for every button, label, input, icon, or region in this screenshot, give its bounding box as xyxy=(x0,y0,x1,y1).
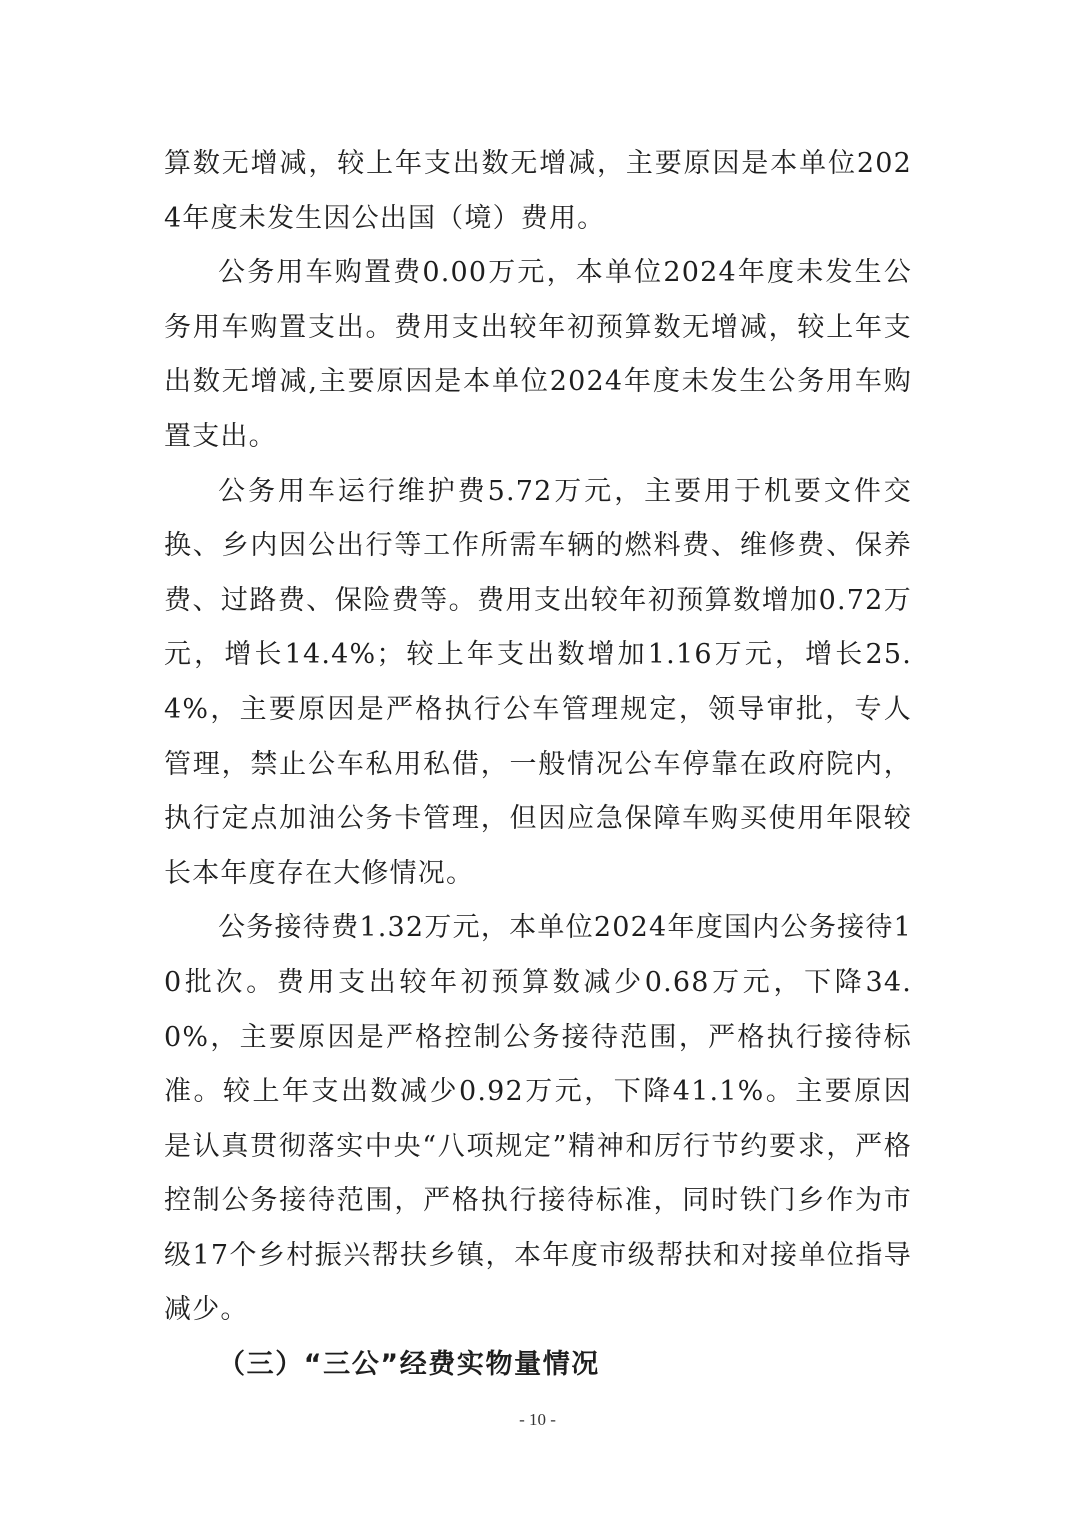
paragraph-vehicle-maintenance: 公务用车运行维护费5.72万元，主要用于机要文件交换、乡内因公出行等工作所需车辆的燃料费、维修费、保养费、过路费、保险费等。费用支出较年初预算数增加0.72万元，增长14.4%；较上年支出数增加1.16万元，增长25.4%，主要原因是严格执行公车管理规定，领导审批，专人管理，禁止公车私用私借，一般情况公车停靠在政府院内，执行定点加油公务卡管理，但因应急保障车购买使用年限较长本年度存在大修情况。 xyxy=(164,475,912,889)
paragraph-official-reception: 公务接待费1.32万元，本单位2024年度国内公务接待10批次。费用支出较年初预算数减少0.68万元，下降34.0%，主要原因是严格控制公务接待范围，严格执行接待标准。较上年支出数减少0.92万元，下降41.1%。主要原因是认真贯彻落实中央“八项规定”精神和厉行节约要求，严格控制公务接待范围，严格执行接待标准，同时铁门乡作为市级17个乡村振兴帮扶乡镇，本年度市级帮扶和对接单位指导减少。 xyxy=(164,912,912,1326)
page-number: - 10 - xyxy=(519,1410,556,1429)
paragraph-continuation: 算数无增减，较上年支出数无增减，主要原因是本单位2024年度未发生因公出国（境）费用。 xyxy=(164,148,912,234)
document-body xyxy=(164,137,912,1393)
paragraph-vehicle-purchase: 公务用车购置费0.00万元，本单位2024年度未发生公务用车购置支出。费用支出较年初预算数无增减，较上年支出数无增减,主要原因是本单位2024年度未发生公务用车购置支出。 xyxy=(164,257,912,452)
section-heading: （三）“三公”经费实物量情况 xyxy=(218,1349,600,1381)
